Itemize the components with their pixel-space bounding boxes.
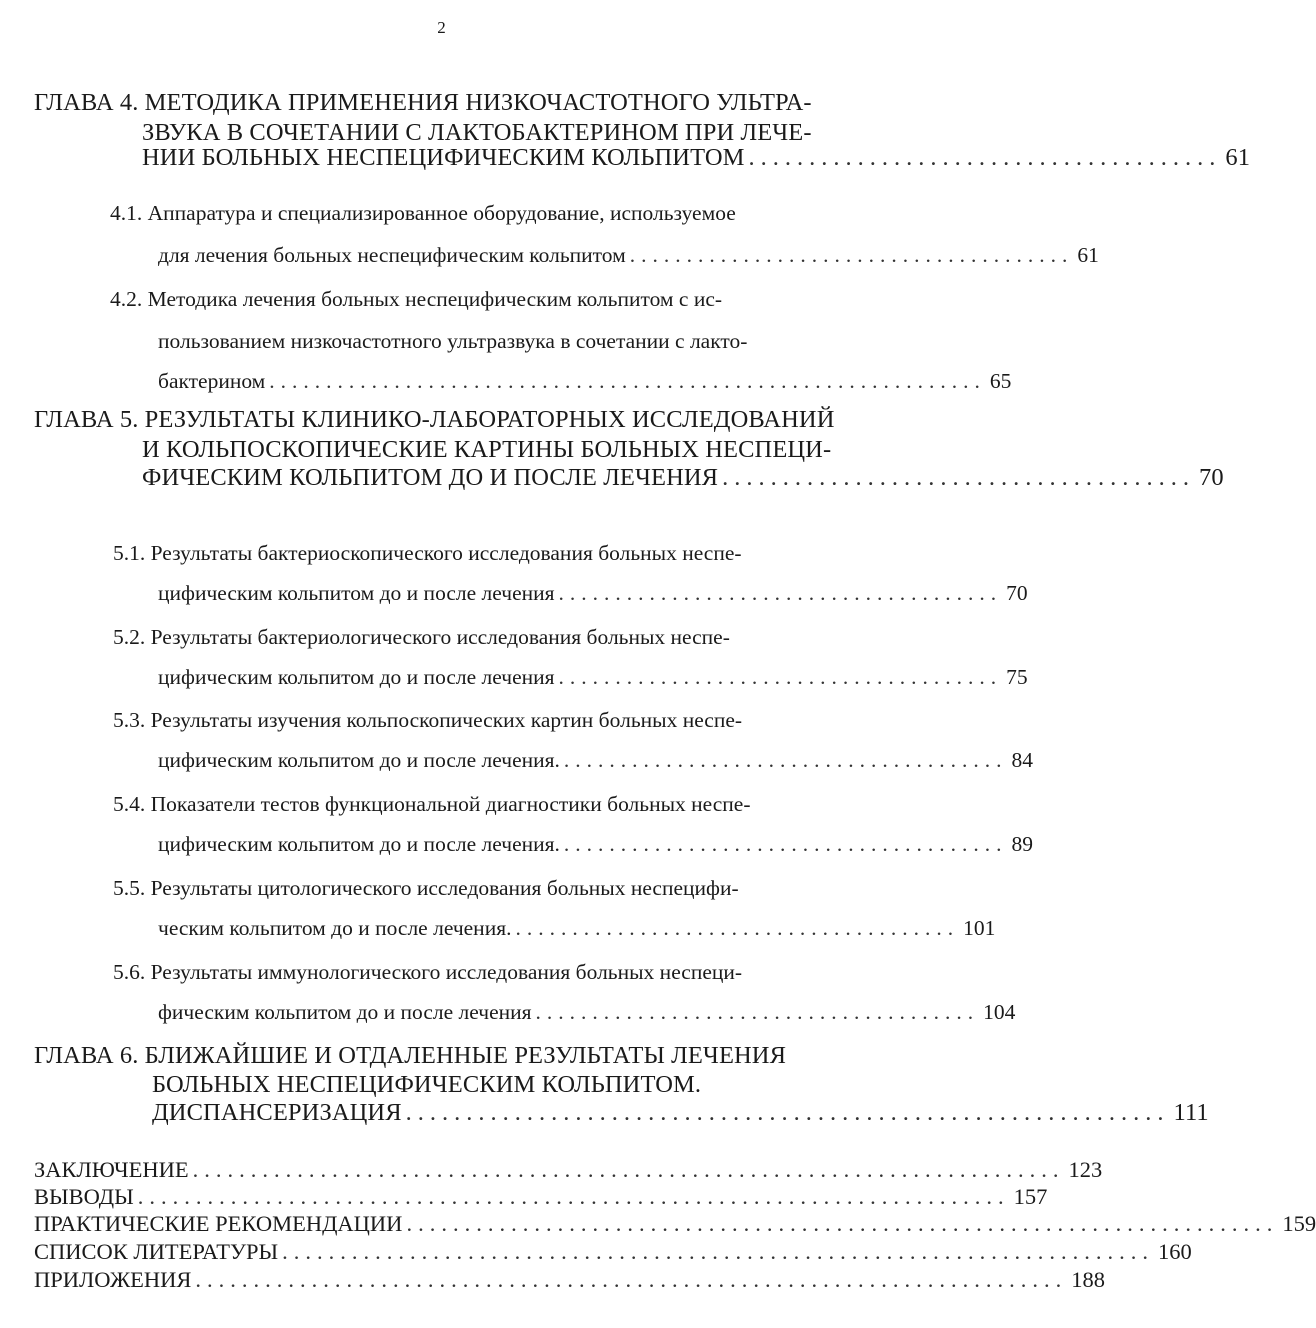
toc-line: ГЛАВА 5. РЕЗУЛЬТАТЫ КЛИНИКО-ЛАБОРАТОРНЫХ ИССЛЕДОВАНИЙ <box>34 406 835 433</box>
toc-line: ГЛАВА 6. БЛИЖАЙШИЕ И ОТДАЛЕННЫЕ РЕЗУЛЬТАТЫ ЛЕЧЕНИЯ <box>34 1042 787 1069</box>
toc-line: 5.3. Результаты изучения кольпоскопических картин больных неспе- <box>113 708 743 732</box>
toc-line: ГЛАВА 4. МЕТОДИКА ПРИМЕНЕНИЯ НИЗКОЧАСТОТНОГО УЛЬТРА- <box>34 89 812 116</box>
page-number: 2 <box>437 18 446 37</box>
toc-line: 5.4. Показатели тестов функциональной диагностики больных неспе- <box>113 792 751 816</box>
toc-line: 5.2. Результаты бактериологического исследования больных неспе- <box>113 625 730 649</box>
toc-line: ЗВУКА В СОЧЕТАНИИ С ЛАКТОБАКТЕРИНОМ ПРИ ЛЕЧЕ- <box>142 119 812 146</box>
toc-line-with-page: ПРИЛОЖЕНИЯ ........................................................................... 188 <box>34 1267 1105 1292</box>
toc-line-with-page: цифическим кольпитом до и после лечения. ....................................... 89 <box>158 832 1034 856</box>
toc-line: 5.1. Результаты бактериоскопического исследования больных неспе- <box>113 541 742 565</box>
toc-line-with-page: бактерином ............................................................... 65 <box>158 369 1012 393</box>
toc-line-with-page: ВЫВОДЫ ........................................................................... 157 <box>34 1184 1048 1209</box>
toc-line: 4.1. Аппаратура и специализированное оборудование, используемое <box>110 201 736 225</box>
toc-line-with-page: ФИЧЕСКИМ КОЛЬПИТОМ ДО И ПОСЛЕ ЛЕЧЕНИЯ ....................................... 70 <box>142 464 1224 491</box>
toc-line-with-page: для лечения больных неспецифическим кольпитом ....................................... 61 <box>158 243 1099 267</box>
toc-line-with-page: НИИ БОЛЬНЫХ НЕСПЕЦИФИЧЕСКИМ КОЛЬПИТОМ ....................................... 61 <box>142 144 1251 171</box>
toc-line-with-page: ДИСПАНСЕРИЗАЦИЯ ............................................................... 111 <box>152 1099 1209 1126</box>
toc-line: 4.2. Методика лечения больных неспецифическим кольпитом с ис- <box>110 287 723 311</box>
toc-line: И КОЛЬПОСКОПИЧЕСКИЕ КАРТИНЫ БОЛЬНЫХ НЕСПЕЦИ- <box>142 436 832 463</box>
toc-line-with-page: фическим кольпитом до и после лечения ....................................... 104 <box>158 1000 1016 1024</box>
toc-line-with-page: ПРАКТИЧЕСКИЕ РЕКОМЕНДАЦИИ ........................................................................... 159 <box>34 1211 1316 1236</box>
toc-line: 5.5. Результаты цитологического исследования больных неспецифи- <box>113 876 739 900</box>
toc-line: пользованием низкочастотного ультразвука в сочетании с лакто- <box>158 329 748 353</box>
toc-line-with-page: СПИСОК ЛИТЕРАТУРЫ ........................................................................... 160 <box>34 1239 1192 1264</box>
toc-line-with-page: ЗАКЛЮЧЕНИЕ ........................................................................... 123 <box>34 1157 1103 1182</box>
toc-line-with-page: цифическим кольпитом до и после лечения ....................................... 70 <box>158 581 1028 605</box>
toc-line-with-page: цифическим кольпитом до и после лечения. ....................................... 84 <box>158 748 1034 772</box>
toc-line-with-page: цифическим кольпитом до и после лечения ....................................... 75 <box>158 665 1028 689</box>
toc-line-with-page: ческим кольпитом до и после лечения. ....................................... 101 <box>158 916 996 940</box>
toc-line: 5.6. Результаты иммунологического исследования больных неспеци- <box>113 960 743 984</box>
toc-line: БОЛЬНЫХ НЕСПЕЦИФИЧЕСКИМ КОЛЬПИТОМ. <box>152 1071 702 1098</box>
